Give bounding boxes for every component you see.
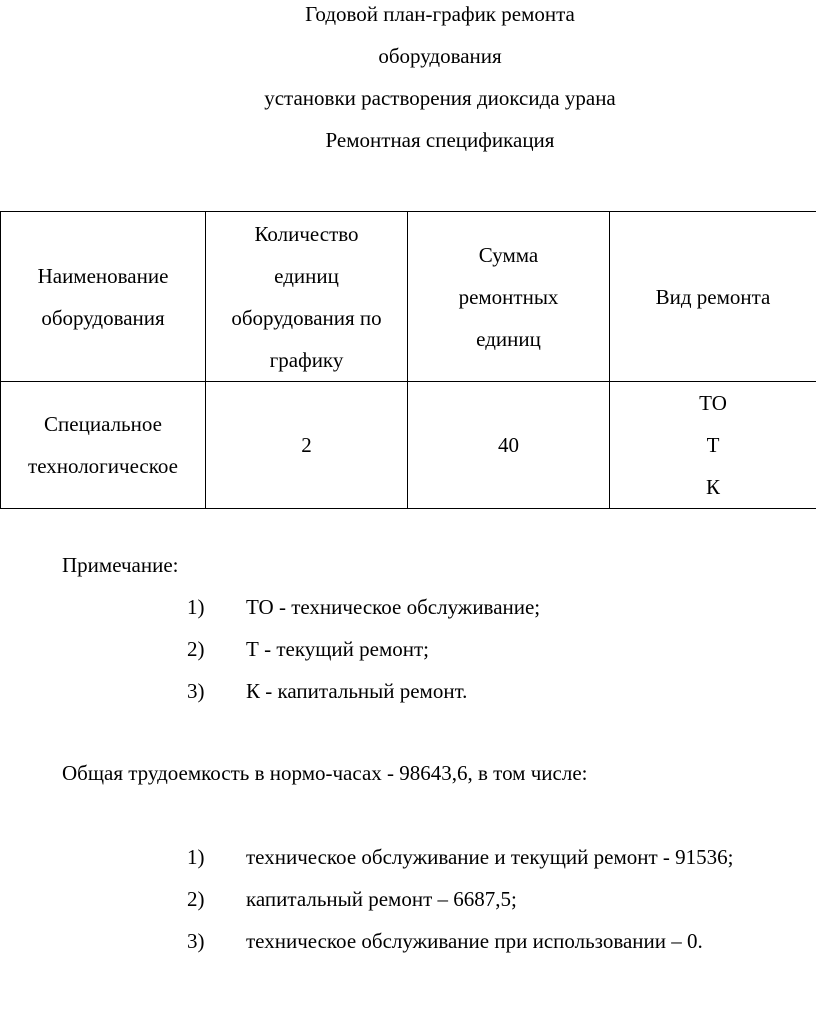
cell-equipment-name: Специальное технологическое (1, 382, 206, 509)
cell-repair-type: ТО Т К (610, 382, 816, 509)
title-line: Ремонтная спецификация (325, 128, 555, 152)
list-item-number: 2) (187, 637, 205, 661)
title-line: оборудования (378, 44, 502, 68)
cell-repair-units-sum: 40 (408, 382, 610, 509)
list-item-number: 2) (187, 887, 205, 911)
list-item-text: техническое обслуживание при использовании – 0. (246, 929, 703, 953)
header-equipment-count: Количество единиц оборудования по графику (206, 212, 408, 382)
note-title: Примечание: (62, 553, 179, 577)
cell-equipment-count: 2 (206, 382, 408, 509)
header-equipment-name: Наименование оборудования (1, 212, 206, 382)
total-labor-intensity: Общая трудоемкость в нормо-часах - 98643,6, в том числе: (62, 761, 588, 785)
list-item-text: ТО - техническое обслуживание; (246, 595, 541, 619)
list-item-number: 3) (187, 929, 205, 953)
header-repair-units-sum: Сумма ремонтных единиц (408, 212, 610, 382)
title-line: установки растворения диоксида урана (264, 86, 616, 110)
list-item-number: 1) (187, 595, 205, 619)
title-line: Годовой план-график ремонта (305, 2, 575, 26)
repair-spec-table (0, 211, 816, 509)
list-item-number: 3) (187, 679, 205, 703)
list-item-text: техническое обслуживание и текущий ремонт - 91536; (246, 845, 734, 869)
header-repair-type: Вид ремонта (610, 212, 816, 382)
list-item-text: Т - текущий ремонт; (246, 637, 429, 661)
list-item-text: капитальный ремонт – 6687,5; (246, 887, 517, 911)
table-header-row (1, 212, 816, 382)
table-row (1, 382, 816, 509)
list-item-text: К - капитальный ремонт. (246, 679, 468, 703)
list-item-number: 1) (187, 845, 205, 869)
